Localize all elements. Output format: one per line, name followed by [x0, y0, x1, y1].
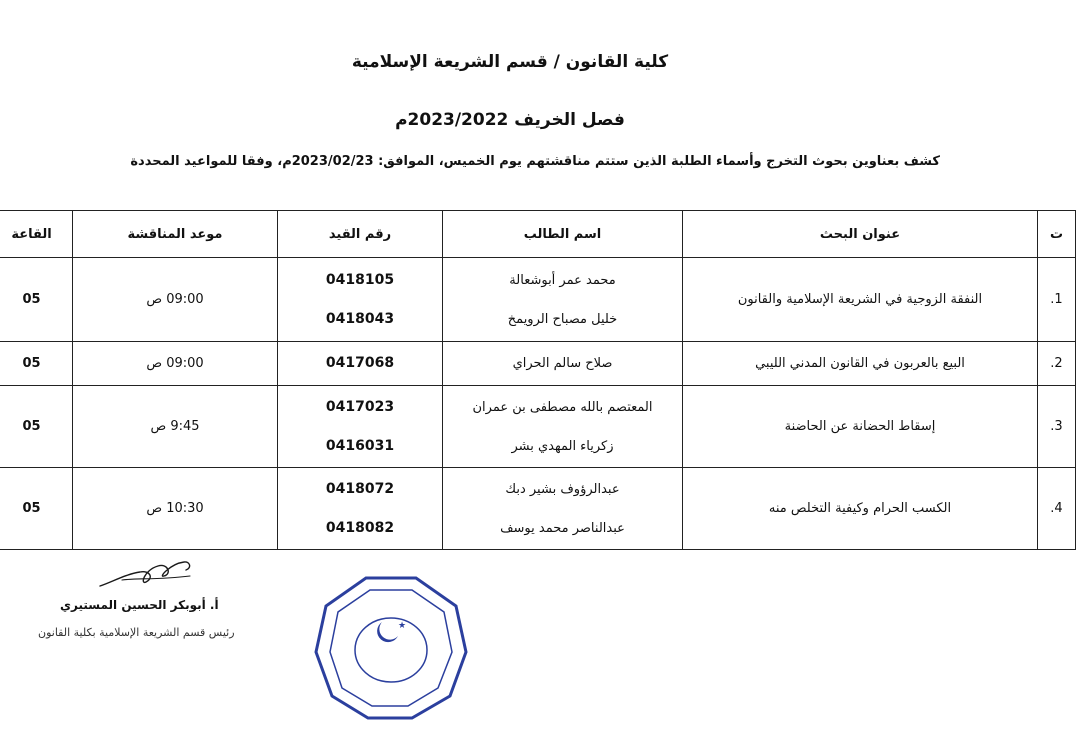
research-title: النفقة الزوجية في الشريعة الإسلامية والقانون [683, 258, 1038, 342]
defense-time: 10:30 ص [73, 468, 278, 550]
research-title: البيع بالعربون في القانون المدني الليبي [683, 342, 1038, 386]
registration-ids [278, 342, 443, 386]
signatory-role: رئيس قسم الشريعة الإسلامية بكلية القانون [38, 626, 235, 639]
table-row [0, 386, 1076, 468]
student-names [443, 468, 683, 550]
registration-ids [278, 468, 443, 550]
col-header-title: عنوان البحث [683, 211, 1038, 258]
registration-id: 0417023 [325, 398, 395, 415]
table-row [0, 342, 1076, 386]
crescent-icon [377, 622, 398, 642]
col-header-time: موعد المناقشة [73, 211, 278, 258]
table-header-row [0, 211, 1076, 258]
student-name: محمد عمر أبوشعالة [509, 272, 616, 288]
defense-time: 09:00 ص [73, 258, 278, 342]
defense-time: 9:45 ص [73, 386, 278, 468]
semester-title: فصل الخريف 2023/2022م [395, 110, 625, 130]
registration-id: 0416031 [325, 437, 395, 454]
col-header-hall: القاعة [0, 211, 73, 258]
registration-id: 0418082 [325, 519, 395, 536]
research-title: إسقاط الحضانة عن الحاضنة [683, 386, 1038, 468]
student-name: المعتصم بالله مصطفى بن عمران [472, 399, 653, 415]
hall-number: 05 [0, 468, 73, 550]
star-icon: ★ [398, 621, 407, 631]
registration-id: 0417068 [325, 355, 395, 371]
department-seal-stamp [312, 572, 470, 722]
signatory-name: أ. أبوبكر الحسين المستيري [60, 598, 219, 612]
student-name: زكرياء المهدي بشر [511, 438, 614, 454]
student-name: عبدالناصر محمد يوسف [500, 520, 625, 536]
row-number: 2. [1038, 342, 1076, 386]
student-names [443, 258, 683, 342]
schedule-description: كشف بعناوين بحوث التخرج وأسماء الطلبة الذين ستتم مناقشتهم يوم الخميس، الموافق: 2023/02/23م، وفقا للمواعيد المحددة [130, 154, 940, 169]
row-number: 4. [1038, 468, 1076, 550]
hall-number: 05 [0, 386, 73, 468]
handwritten-signature [92, 556, 202, 594]
defense-time: 09:00 ص [73, 342, 278, 386]
student-names [443, 342, 683, 386]
registration-id: 0418043 [325, 310, 395, 327]
registration-id: 0418105 [325, 271, 395, 288]
student-name: عبدالرؤوف بشير دبك [505, 481, 620, 497]
table-row [0, 468, 1076, 550]
hall-number: 05 [0, 258, 73, 342]
row-number: 1. [1038, 258, 1076, 342]
registration-id: 0418072 [325, 480, 395, 497]
student-name: صلاح سالم الحراي [512, 356, 613, 371]
research-title: الكسب الحرام وكيفية التخلص منه [683, 468, 1038, 550]
col-header-student: اسم الطالب [443, 211, 683, 258]
col-header-number: ت [1038, 211, 1076, 258]
defense-schedule-table [0, 210, 1076, 550]
col-header-id: رقم القيد [278, 211, 443, 258]
faculty-title: كلية القانون / قسم الشريعة الإسلامية [351, 52, 669, 72]
table-row [0, 258, 1076, 342]
student-name: خليل مصباح الرويمخ [507, 311, 618, 327]
row-number: 3. [1038, 386, 1076, 468]
hall-number: 05 [0, 342, 73, 386]
registration-ids [278, 386, 443, 468]
student-names [443, 386, 683, 468]
registration-ids [278, 258, 443, 342]
